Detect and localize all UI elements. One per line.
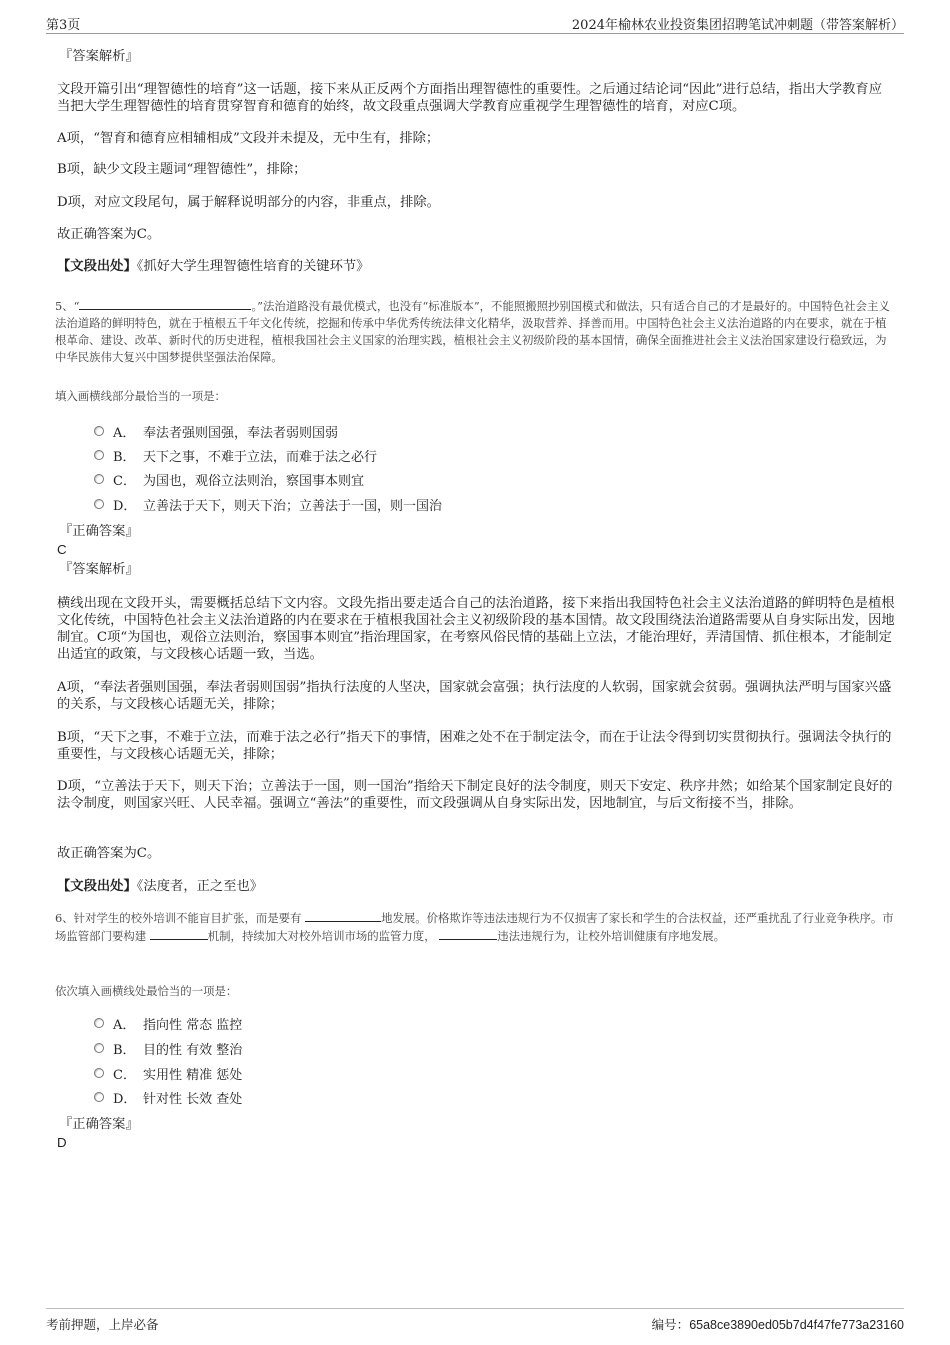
q5-conclusion: 故正确答案为C。 xyxy=(57,846,161,861)
q4-option-b-analysis: B项，缺少文段主题词“理智德性”，排除； xyxy=(57,162,307,177)
q4-source-label: 【文段出处】 xyxy=(57,259,137,274)
q5-source xyxy=(57,878,895,895)
radio-icon[interactable] xyxy=(94,1018,104,1028)
radio-icon[interactable] xyxy=(94,1092,104,1102)
q6-answer-label: 『正确答案』 xyxy=(59,1117,139,1132)
q4-analysis: 文段开篇引出“理智德性的培育”这一话题，接下来从正反两个方面指出理智德性的重要性。之后通过结论词“因此”进行总结，指出大学教育应当把大学生理智德性的培育贯穿智育和德育的始终，故文段重点强调大学教育应重视学生理智德性的培育，对应C项。 xyxy=(57,82,883,114)
q5-source-title: 《法度者，正之至也》 xyxy=(136,879,264,894)
q6-option-d[interactable]: D． 针对性 长效 查处 xyxy=(94,1088,242,1106)
q5-answer-label: 『正确答案』 xyxy=(59,524,139,539)
q6-option-c[interactable]: C． 实用性 精准 惩处 xyxy=(94,1064,242,1082)
q6-option-b[interactable]: B． 目的性 有效 整治 xyxy=(94,1039,242,1057)
page-header xyxy=(46,11,904,34)
q5-prompt: 填入画横线部分最恰当的一项是： xyxy=(55,389,226,403)
q4-analysis-label: 『答案解析』 xyxy=(59,49,139,64)
q6-stem xyxy=(55,909,895,945)
document-title: 2024年榆林农业投资集团招聘笔试冲刺题（带答案解析） xyxy=(571,18,904,33)
q6-answer: D xyxy=(57,1135,67,1150)
radio-icon[interactable] xyxy=(94,474,104,484)
q6-seg3: 违法违规行为，让校外培训健康有序地发展。 xyxy=(497,929,726,943)
radio-icon[interactable] xyxy=(94,1068,104,1078)
q5-stem xyxy=(55,297,895,366)
footer-slogan: 考前押题，上岸必备 xyxy=(46,1317,159,1332)
radio-icon[interactable] xyxy=(94,499,104,509)
q5-option-a[interactable]: A． 奉法者强则国强，奉法者弱则国弱 xyxy=(94,422,338,440)
q5-analysis: 横线出现在文段开头，需要概括总结下文内容。文段先指出要走适合自己的法治道路，接下来指出我国特色社会主义法治道路的鲜明特色是植根文化传统，中国特色社会主义法治道路的内在要求在于植根我国社会主义初级阶段的基本国情。故文段围绕法治道路需要从自身实际出发，因地制宜。C项“为国也，观俗立法则治，察国事本则宜”指治理国家，在考察风俗民情的基础上立法，才能治理好，弄清国情、抓住根本，才能制定出适宜的政策，与文段核心话题一致，当选。 xyxy=(57,596,895,662)
q5-option-d-analysis: D项，“立善法于天下，则天下治；立善法于一国，则一国治”指给天下制定良好的法令制度，则天下安定、秩序井然；如给某个国家制定良好的法令制度，则国家兴旺、人民幸福。强调立“善法”的重要性，而文段强调从自身实际出发，因地制宜，与后文衔接不当，排除。 xyxy=(57,779,893,811)
radio-icon[interactable] xyxy=(94,1043,104,1053)
q6-number: 6、针对学生的校外培训不能盲目扩张，而是要有 xyxy=(55,911,302,925)
q6-blank-3 xyxy=(439,927,497,940)
q5-blank xyxy=(79,297,251,310)
q5-option-b[interactable]: B． 天下之事，不难于立法，而难于法之必行 xyxy=(94,446,377,464)
radio-icon[interactable] xyxy=(94,450,104,460)
q4-conclusion: 故正确答案为C。 xyxy=(57,227,161,242)
q5-option-c[interactable]: C． 为国也，观俗立法则治，察国事本则宜 xyxy=(94,470,364,488)
q5-option-d[interactable]: D． 立善法于天下，则天下治；立善法于一国，则一国治 xyxy=(94,495,442,513)
q6-blank-1 xyxy=(305,909,381,922)
q5-text: 。”法治道路没有最优模式，也没有“标准版本”，不能照搬照抄别国模式和做法，只有适合自己的才是最好的。中国特色社会主义法治道路的鲜明特色，就在于植根五千年文化传统，挖掘和传承中华优秀传统法律文化精华，汲取营养、择善而用。中国特色社会主义法治道路的内在要求，就在于植根革命、建设、改革、新时代的历史进程，植根我国社会主义国家的治理实践，植根社会主义初级阶段的基本国情，确保全面推进社会主义法治国家建设行稳致远，为中华民族伟大复兴中国梦提供坚强法治保障。 xyxy=(55,299,890,364)
q4-option-d-analysis: D项，对应文段尾句，属于解释说明部分的内容，非重点，排除。 xyxy=(57,195,440,210)
q5-option-a-analysis: A项，“奉法者强则国强，奉法者弱则国弱”指执行法度的人坚决，国家就会富强；执行法度的人软弱，国家就会贫弱。强调执法严明与国家兴盛的关系，与文段核心话题无关，排除； xyxy=(57,680,892,712)
q5-option-b-analysis: B项，“天下之事，不难于立法，而难于法之必行”指天下的事情，困难之处不在于制定法令，而在于让法令得到切实贯彻执行。强调法令执行的重要性，与文段核心话题无关，排除； xyxy=(57,730,892,762)
radio-icon[interactable] xyxy=(94,426,104,436)
q4-source-title: 《抓好大学生理智德性培育的关键环节》 xyxy=(136,259,370,274)
page-footer xyxy=(46,1308,904,1333)
q5-number: 5、“ xyxy=(55,299,80,313)
page-number: 第3页 xyxy=(46,18,81,33)
q6-blank-2 xyxy=(150,927,208,940)
q6-seg2: 机制，持续加大对校外培训市场的监管力度， xyxy=(207,929,436,943)
q4-option-a-analysis: A项，“智育和德育应相辅相成”文段并未提及，无中生有，排除； xyxy=(57,131,440,146)
q6-option-a[interactable]: A． 指向性 常态 监控 xyxy=(94,1014,242,1032)
q6-prompt: 依次填入画横线处最恰当的一项是： xyxy=(55,984,238,998)
q5-analysis-label: 『答案解析』 xyxy=(59,562,139,577)
q4-source xyxy=(57,258,895,275)
q5-answer: C xyxy=(57,542,67,557)
q6-seg1: 地发展。价格欺诈等违法违规行为不仅损害了家长和学生的合法权益，还严重扰乱了行业竞争秩序。市场监管部门要构建 xyxy=(55,911,894,943)
document-code: 编号：65a8ce3890ed05b7d4f47fe773a23160 xyxy=(651,1317,904,1332)
q5-source-label: 【文段出处】 xyxy=(57,879,137,894)
